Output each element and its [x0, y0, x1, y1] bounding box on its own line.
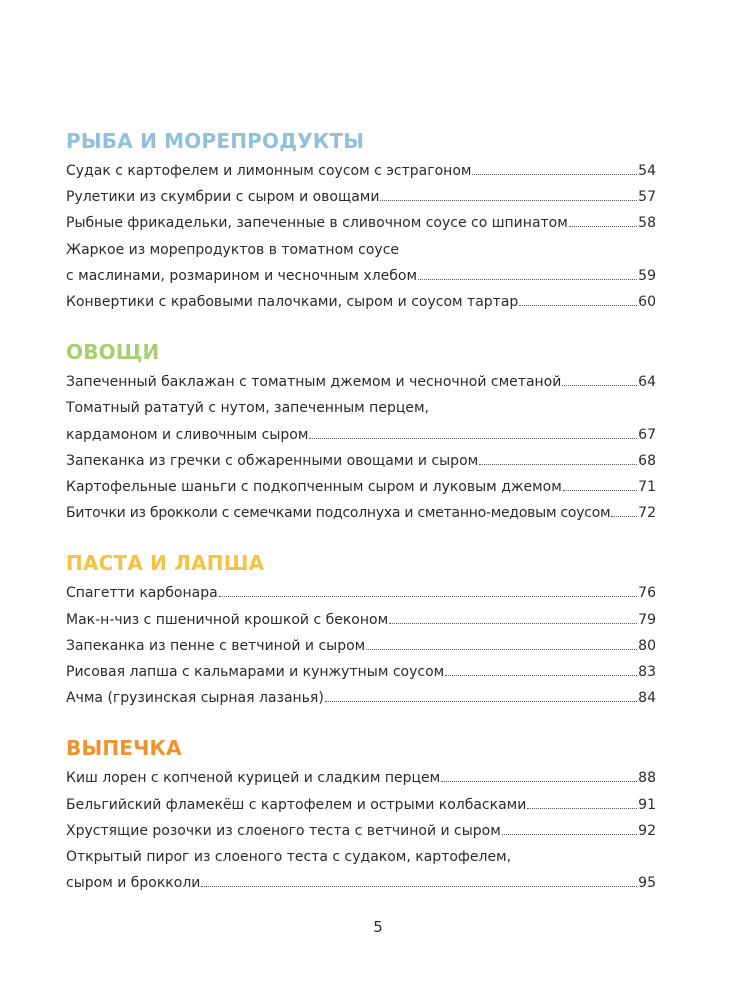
page-number: 91: [638, 796, 656, 813]
page-number: 71: [638, 479, 656, 496]
dot-leader: [309, 438, 637, 439]
toc-entry: [66, 580, 656, 606]
entry-title: Биточки из брокколи с семечками подсолнуха и сметанно-медовым соусом: [66, 505, 611, 522]
dot-leader: [569, 226, 637, 227]
page-number: 83: [638, 664, 656, 681]
entry-title: Конвертики с крабовыми палочками, сыром и соусом тартар: [66, 294, 519, 311]
toc-entry: [66, 448, 656, 474]
section-title: ВЫПЕЧКА: [66, 736, 182, 761]
page-number: 84: [638, 690, 656, 707]
dot-leader: [219, 596, 638, 597]
toc-entry: [66, 818, 656, 844]
page-folio: 5: [373, 918, 383, 936]
dot-leader: [366, 649, 637, 650]
dot-leader: [380, 200, 637, 201]
dot-leader: [611, 516, 637, 517]
section-title: РЫБА И МОРЕПРОДУКТЫ: [66, 129, 365, 153]
section-baking: [66, 735, 656, 896]
toc-entry: [66, 237, 656, 289]
toc-entry: [66, 607, 656, 633]
toc-entry: [66, 659, 656, 685]
page-number: 54: [638, 163, 656, 179]
entry-title-first-line: Открытый пирог из слоеного теста с судаком, картофелем,: [66, 849, 512, 866]
dot-leader: [479, 464, 637, 465]
toc-entry: [66, 792, 656, 818]
page-number: 92: [638, 822, 656, 839]
dot-leader: [519, 305, 637, 306]
entry-title: с маслинами, розмарином и чесночным хлебом: [66, 267, 418, 284]
section-vegetables: [66, 339, 656, 526]
dot-leader: [502, 834, 637, 835]
entry-title: Запеканка из пенне с ветчиной и сыром: [66, 637, 366, 654]
entry-title: Запеканка из гречки с обжаренными овощами и сыром: [66, 452, 479, 469]
entry-title: Судак с картофелем и лимонным соусом с эстрагоном: [66, 163, 472, 179]
entry-title: Хрустящие розочки из слоеного теста с ветчиной и сыром: [66, 822, 501, 839]
page-number: 59: [638, 267, 656, 284]
entry-title: Картофельные шаньги с подкопченным сыром и луковым джемом: [66, 479, 562, 496]
dot-leader: [445, 675, 637, 676]
page-number: 57: [638, 189, 656, 206]
page-number: 79: [638, 611, 656, 628]
entry-title: Спагетти карбонара: [66, 585, 218, 602]
dot-leader: [325, 701, 637, 702]
toc-entry: [66, 685, 656, 711]
toc-entry: [66, 210, 656, 236]
page-number: 95: [638, 875, 656, 892]
entry-title: сыром и брокколи: [66, 875, 201, 892]
page-number: 80: [638, 637, 656, 654]
page-number: 76: [638, 585, 656, 602]
section-pasta: [66, 550, 656, 711]
dot-leader: [472, 174, 637, 175]
section-title: ПАСТА И ЛАПША: [66, 551, 265, 576]
toc-entry: [66, 500, 656, 526]
dot-leader: [201, 886, 637, 887]
entry-title: кардамоном и сливочным сыром: [66, 426, 309, 443]
entry-title-first-line: Томатный рататуй с нутом, запеченным перцем,: [66, 400, 429, 417]
entry-title: Киш лорен с копченой курицей и сладким перцем: [66, 770, 441, 787]
table-of-contents: [66, 128, 656, 920]
dot-leader: [441, 781, 637, 782]
page-number: 68: [638, 452, 656, 469]
entry-title: Рыбные фрикадельки, запеченные в сливочном соусе со шпинатом: [66, 215, 568, 232]
entry-title: Мак-н-чиз с пшеничной крошкой с беконом: [66, 611, 389, 628]
entry-title-first-line: Жаркое из морепродуктов в томатном соусе: [66, 241, 400, 258]
dot-leader: [562, 385, 637, 386]
entry-title: Запеченный баклажан с томатным джемом и чесночной сметаной: [66, 374, 562, 391]
entry-title: Бельгийский фламекёш с картофелем и острыми колбасками: [66, 796, 527, 813]
toc-entry: [66, 369, 656, 395]
dot-leader: [527, 808, 637, 809]
entry-title: Ачма (грузинская сырная лазанья): [66, 690, 324, 707]
page-number: 67: [638, 426, 656, 443]
entry-title: Рулетики из скумбрии с сыром и овощами: [66, 189, 380, 206]
page-number: 88: [638, 770, 656, 787]
toc-entry: [66, 184, 656, 210]
dot-leader: [389, 623, 637, 624]
entry-title: Рисовая лапша с кальмарами и кунжутным соусом: [66, 664, 445, 681]
toc-entry: [66, 158, 656, 184]
toc-entry: [66, 765, 656, 791]
section-title: ОВОЩИ: [66, 340, 160, 365]
page-number: 60: [638, 294, 656, 311]
toc-entry: [66, 289, 656, 315]
section-fish: [66, 128, 656, 315]
toc-entry: [66, 633, 656, 659]
toc-entry: [66, 474, 656, 500]
toc-entry: [66, 395, 656, 447]
page-number: 72: [638, 505, 656, 522]
dot-leader: [563, 490, 637, 491]
page-number: 58: [638, 215, 656, 232]
dot-leader: [418, 279, 637, 280]
page-number: 64: [638, 374, 656, 391]
toc-entry: [66, 844, 656, 896]
